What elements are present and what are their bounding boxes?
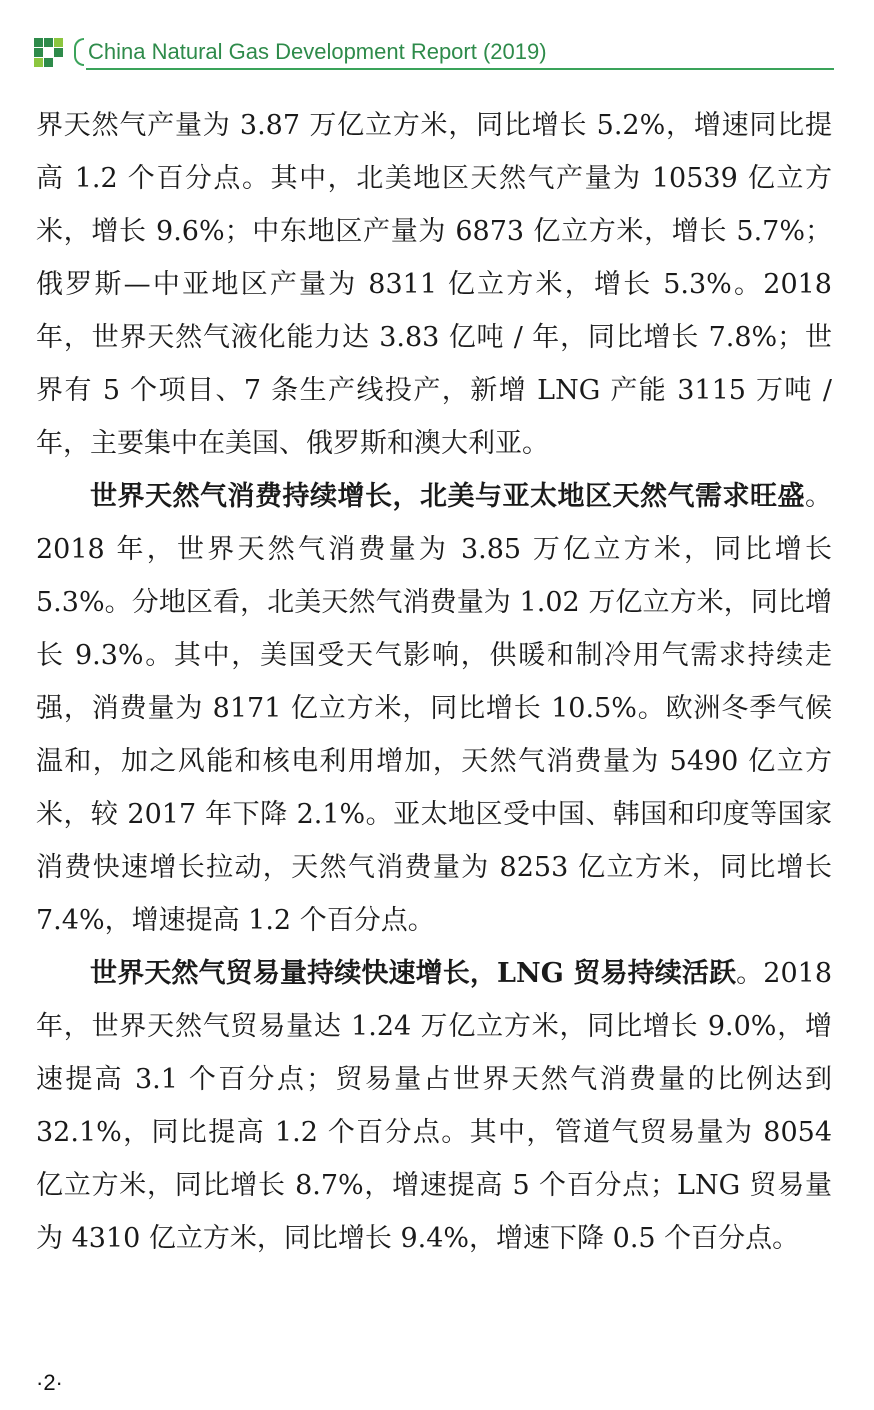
- paragraph-lead: 世界天然气贸易量持续快速增长，LNG 贸易持续活跃: [90, 958, 737, 989]
- paragraph-text: 。2018 年，世界天然气消费量为 3.85 万亿立方米，同比增长 5.3%。分地区看，北美天然气消费量为 1.02 万亿立方米，同比增长 9.3%。其中，美国受天气影响，供暖和制冷用气需求持续走强，消费量为 8171 亿立方米，同比增长 10.5%。欧洲冬季气候温和，加之风能和核电利用增加，天然气消费量为 5490 亿立方米，较 2017 年下降 2.1%。亚太地区受中国、韩国和印度等国家消费快速增长拉动，天然气消费量为 8253 亿立方米，同比增长 7.4%，增速提高 1.2 个百分点。: [36, 481, 832, 936]
- header-bracket: [74, 38, 84, 66]
- paragraph-text: 界天然气产量为 3.87 万亿立方米，同比增长 5.2%，增速同比提高 1.2 个百分点。其中，北美地区天然气产量为 10539 亿立方米，增长 9.6%；中东地区产量为 6873 亿立方米，增长 5.7%；俄罗斯—中亚地区产量为 8311 亿立方米，增长 5.3%。2018 年，世界天然气液化能力达 3.83 亿吨 / 年，同比增长 7.8%；世界有 5 个项目、7 条生产线投产，新增 LNG 产能 3115 万吨 / 年，主要集中在美国、俄罗斯和澳大利亚。: [36, 110, 832, 459]
- paragraph-text: 。2018 年，世界天然气贸易量达 1.24 万亿立方米，同比增长 9.0%，增速提高 3.1 个百分点；贸易量占世界天然气消费量的比例达到 32.1%，同比提高 1.2 个百分点。其中，管道气贸易量为 8054 亿立方米，同比增长 8.7%，增速提高 5 个百分点；LNG 贸易量为 4310 亿立方米，同比增长 9.4%，增速下降 0.5 个百分点。: [36, 958, 832, 1254]
- paragraph-production: [36, 99, 832, 470]
- header-title: China Natural Gas Development Report (2019): [88, 39, 547, 64]
- header-rule: [86, 68, 834, 70]
- paragraph-lead: 世界天然气消费持续增长，北美与亚太地区天然气需求旺盛: [90, 481, 805, 512]
- body-text: [36, 99, 832, 1265]
- paragraph-consumption: [36, 470, 832, 947]
- page-number: ·2·: [36, 1370, 63, 1395]
- running-header: [34, 32, 834, 72]
- green-pixel-logo-icon: [34, 38, 64, 68]
- paragraph-trade: [36, 947, 832, 1265]
